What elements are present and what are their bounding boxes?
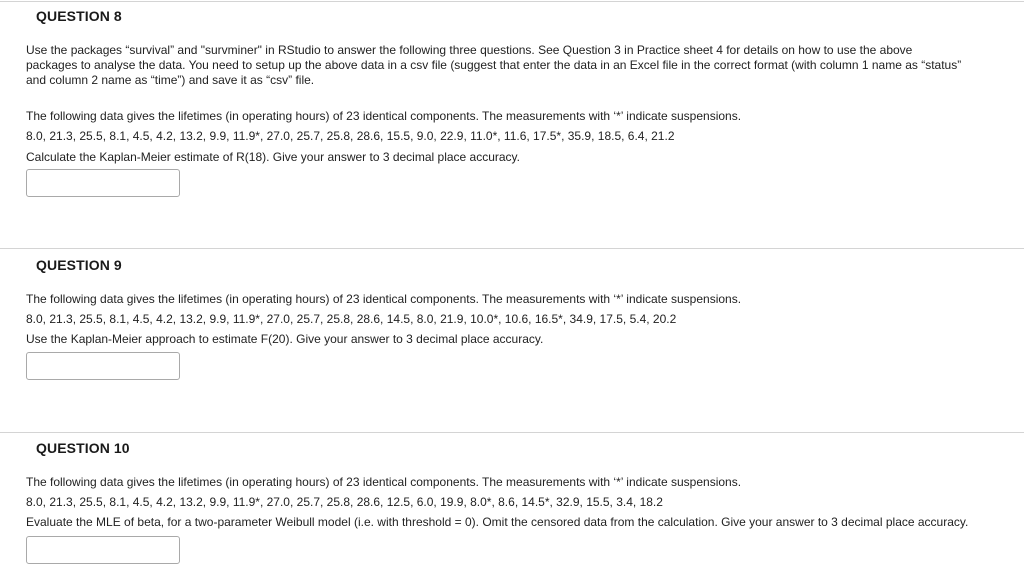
section-divider-q10 — [0, 432, 1024, 433]
question-10-title: QUESTION 10 — [36, 440, 130, 456]
question-8-answer-input[interactable] — [26, 169, 180, 197]
question-8-intro-line-1: Use the packages “survival” and "survminer" in RStudio to answer the following three questions. See Question 3 in Practice sheet 4 for details on how to use the above — [26, 43, 913, 57]
question-8-intro-line-2: packages to analyse the data. You need to setup up the above data in a csv file (suggest that enter the data in an Excel file in the correct format (with column 1 name as “status” — [26, 58, 962, 72]
question-10-answer-input[interactable] — [26, 536, 180, 564]
question-9-prompt: Use the Kaplan-Meier approach to estimate F(20). Give your answer to 3 decimal place accuracy. — [26, 332, 544, 346]
question-8-data-intro: The following data gives the lifetimes (in operating hours) of 23 identical components. The measurements with ‘*’ indicate suspensions. — [26, 109, 742, 123]
question-9-title: QUESTION 9 — [36, 257, 122, 273]
question-10-prompt: Evaluate the MLE of beta, for a two-parameter Weibull model (i.e. with threshold = 0). Omit the censored data from the calculation. Give your answer to 3 decimal place accuracy. — [26, 515, 969, 529]
section-divider-top — [0, 1, 1024, 2]
question-10-data-values: 8.0, 21.3, 25.5, 8.1, 4.5, 4.2, 13.2, 9.9, 11.9*, 27.0, 25.7, 25.8, 28.6, 12.5, 6.0, 19.9, 8.0*, 8.6, 14.5*, 32.9, 15.5, 3.4, 18.2 — [26, 495, 663, 509]
question-8-intro-line-3: and column 2 name as “time”) and save it as “csv” file. — [26, 73, 315, 87]
section-divider-q9 — [0, 248, 1024, 249]
question-9-data-intro: The following data gives the lifetimes (in operating hours) of 23 identical components. The measurements with ‘*’ indicate suspensions. — [26, 292, 742, 306]
question-8-prompt: Calculate the Kaplan-Meier estimate of R(18). Give your answer to 3 decimal place accuracy. — [26, 150, 520, 164]
question-8-title: QUESTION 8 — [36, 8, 122, 24]
question-10-data-intro: The following data gives the lifetimes (in operating hours) of 23 identical components. The measurements with ‘*’ indicate suspensions. — [26, 475, 742, 489]
question-9-answer-input[interactable] — [26, 352, 180, 380]
question-9-data-values: 8.0, 21.3, 25.5, 8.1, 4.5, 4.2, 13.2, 9.9, 11.9*, 27.0, 25.7, 25.8, 28.6, 14.5, 8.0, 21.9, 10.0*, 10.6, 16.5*, 34.9, 17.5, 5.4, 20.2 — [26, 312, 677, 326]
question-8-data-values: 8.0, 21.3, 25.5, 8.1, 4.5, 4.2, 13.2, 9.9, 11.9*, 27.0, 25.7, 25.8, 28.6, 15.5, 9.0, 22.9, 11.0*, 11.6, 17.5*, 35.9, 18.5, 6.4, 21.2 — [26, 129, 675, 143]
